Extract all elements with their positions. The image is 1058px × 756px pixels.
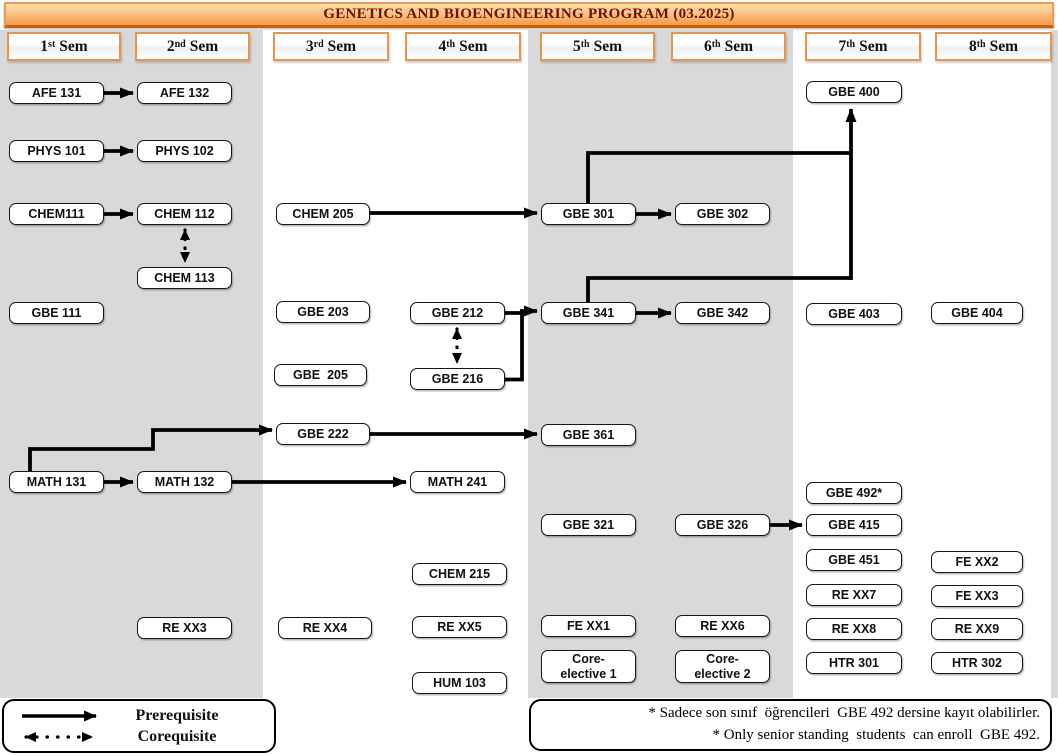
sem-header-1: 1 st Sem	[7, 32, 121, 61]
prerequisite-arrow-icon	[18, 709, 110, 723]
course-gbe-403: GBE 403	[806, 303, 902, 325]
legend-prerequisite-row	[18, 707, 274, 725]
course-re-xx7: RE XX7	[806, 584, 902, 606]
sem-header-5: 5 th Sem	[540, 32, 655, 61]
course-afe-131: AFE 131	[9, 82, 104, 104]
column-band-right-edge	[1051, 30, 1058, 698]
corequisite-arrow-icon	[18, 730, 110, 744]
sem-header-4: 4 th Sem	[405, 32, 521, 61]
sem-header-3: 3 rd Sem	[273, 32, 389, 61]
course-phys-102: PHYS 102	[137, 140, 232, 162]
course-gbe-302: GBE 302	[675, 203, 770, 225]
course-gbe-205: GBE 205	[274, 364, 367, 386]
course-gbe-216: GBE 216	[410, 368, 505, 390]
course-fe-xx2: FE XX2	[931, 551, 1023, 573]
course-re-xx6: RE XX6	[675, 615, 770, 637]
sem-header-8: 8 th Sem	[935, 32, 1052, 61]
course-re-xx8: RE XX8	[806, 618, 902, 640]
course-gbe-492: GBE 492*	[806, 482, 902, 504]
course-re-xx4: RE XX4	[278, 617, 372, 639]
course-gbe-111: GBE 111	[9, 302, 104, 324]
course-chem-112: CHEM 112	[137, 203, 232, 225]
course-fe-xx1: FE XX1	[541, 615, 636, 637]
course-afe-132: AFE 132	[137, 82, 232, 104]
course-re-xx3: RE XX3	[137, 617, 232, 639]
course-chem-111: CHEM111	[9, 203, 104, 225]
column-band-sem5-6	[528, 30, 793, 698]
course-phys-101: PHYS 101	[9, 140, 104, 162]
course-math-241: MATH 241	[410, 471, 505, 493]
course-fe-xx3: FE XX3	[931, 585, 1023, 607]
course-re-xx9: RE XX9	[931, 618, 1023, 640]
course-chem-215: CHEM 215	[412, 563, 507, 585]
course-gbe-400: GBE 400	[806, 81, 902, 103]
course-gbe-222: GBE 222	[276, 423, 370, 445]
footnote-line-tr: * Sadece son sınıf öğrencileri GBE 492 dersine kayıt olabilirler.	[648, 705, 1040, 722]
sem-header-2: 2 nd Sem	[135, 32, 250, 61]
course-gbe-342: GBE 342	[675, 302, 770, 324]
legend-prerequisite-label: Prerequisite	[135, 706, 219, 724]
legend-corequisite-row	[18, 728, 274, 746]
course-gbe-212: GBE 212	[410, 302, 505, 324]
course-gbe-301: GBE 301	[541, 203, 636, 225]
course-gbe-321: GBE 321	[541, 514, 636, 536]
course-math-131: MATH 131	[9, 471, 104, 493]
footnote-box	[529, 699, 1052, 751]
course-core-elective-1: Core- elective 1	[541, 650, 636, 683]
course-gbe-341: GBE 341	[541, 302, 636, 324]
course-gbe-361: GBE 361	[541, 424, 636, 446]
course-gbe-404: GBE 404	[931, 302, 1023, 324]
program-title-bar	[4, 2, 1054, 28]
program-title: GENETICS AND BIOENGINEERING PROGRAM (03.2025)	[323, 6, 735, 22]
sem-header-6: 6 th Sem	[671, 32, 786, 61]
footnote-line-en: * Only senior standing students can enroll GBE 492.	[712, 727, 1040, 743]
course-chem-113: CHEM 113	[137, 267, 232, 289]
course-hum-103: HUM 103	[412, 672, 507, 694]
wire-gbe216-junction	[505, 311, 522, 380]
column-band-sem1-2	[0, 30, 263, 698]
course-math-132: MATH 132	[137, 471, 232, 493]
course-gbe-326: GBE 326	[675, 514, 770, 536]
course-gbe-203: GBE 203	[276, 301, 370, 323]
course-htr-302: HTR 302	[931, 652, 1023, 674]
course-htr-301: HTR 301	[806, 652, 902, 674]
course-chem-205: CHEM 205	[276, 203, 370, 225]
course-gbe-451: GBE 451	[806, 549, 902, 571]
course-gbe-415: GBE 415	[806, 514, 902, 536]
course-re-xx5: RE XX5	[412, 616, 507, 638]
legend-box	[2, 699, 276, 753]
course-core-elective-2: Core- elective 2	[675, 650, 770, 683]
legend-corequisite-label: Corequisite	[137, 727, 217, 745]
sem-header-7: 7 th Sem	[805, 32, 921, 61]
